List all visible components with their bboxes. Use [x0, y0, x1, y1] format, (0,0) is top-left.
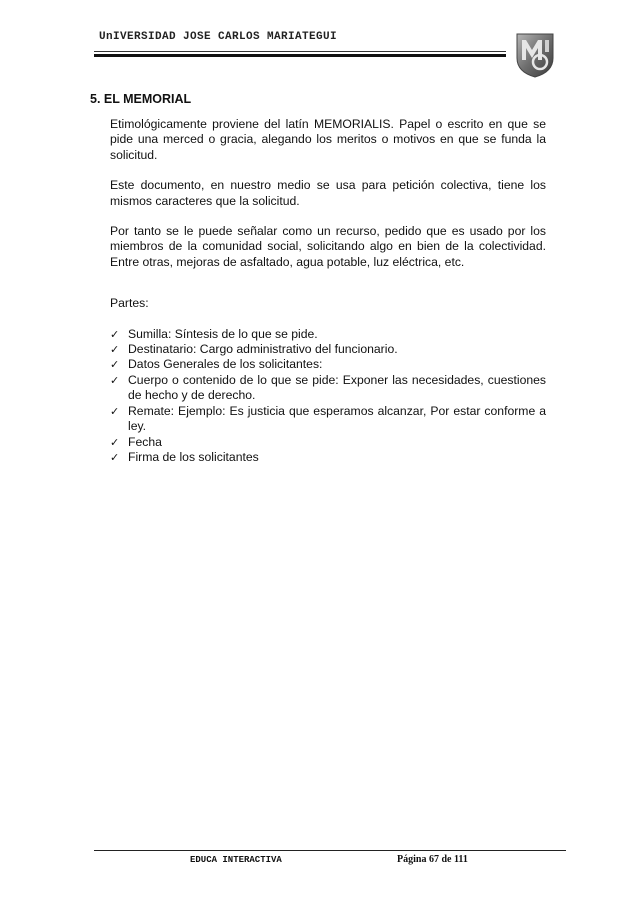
list-item — [110, 357, 546, 372]
paragraph-purpose: Por tanto se le puede señalar como un recurso, pedido que es usado por los miembros de la comunidad social, solicitando algo en bien de la colectividad. Entre otras, mejoras de asfaltado, agua potable, luz eléctrica, etc. — [110, 224, 546, 269]
header-rule-thin — [94, 51, 506, 52]
page-number: Página 67 de 111 — [397, 854, 468, 865]
list-item-text: Cuerpo o contenido de lo que se pide: Exponer las necesidades, cuestiones de hecho y de derecho. — [128, 372, 546, 403]
footer-rule — [94, 850, 566, 851]
checkmark-icon: ✓ — [110, 358, 120, 372]
checkmark-icon: ✓ — [110, 404, 120, 418]
list-item — [110, 435, 546, 450]
list-item — [110, 342, 546, 357]
list-item-text: Remate: Ejemplo: Es justicia que esperamos alcanzar, Por estar conforme a ley. — [128, 403, 546, 434]
section-heading: 5. EL MEMORIAL — [90, 92, 192, 106]
list-item — [110, 327, 546, 342]
footer-label: EDUCA INTERACTIVA — [190, 855, 282, 865]
checkmark-icon: ✓ — [110, 343, 120, 357]
list-item-text: Datos Generales de los solicitantes: — [128, 357, 323, 372]
checkmark-icon: ✓ — [110, 435, 120, 449]
section-content — [110, 117, 546, 465]
paragraph-usage: Este documento, en nuestro medio se usa para petición colectiva, tiene los mismos caracteres que la solicitud. — [110, 178, 546, 208]
checkmark-icon: ✓ — [110, 327, 120, 341]
checkmark-icon: ✓ — [110, 450, 120, 464]
list-item — [110, 373, 546, 404]
parts-label: Partes: — [110, 296, 149, 311]
list-item-text: Firma de los solicitantes — [128, 449, 259, 464]
list-item — [110, 404, 546, 435]
parts-list — [110, 327, 546, 466]
header-rule-thick — [94, 54, 506, 57]
list-item — [110, 450, 546, 465]
header-title: UnIVERSIDAD JOSE CARLOS MARIATEGUI — [99, 31, 338, 43]
university-crest-icon — [512, 28, 558, 78]
list-item-text: Fecha — [128, 434, 162, 449]
list-item-text: Destinatario: Cargo administrativo del funcionario. — [128, 342, 398, 357]
paragraph-etymology: Etimológicamente proviene del latín MEMORIALIS. Papel o escrito en que se pide una merced o gracia, alegando los meritos o motivos en que se funda la solicitud. — [110, 117, 546, 162]
list-item-text: Sumilla: Síntesis de lo que se pide. — [128, 326, 318, 341]
checkmark-icon: ✓ — [110, 373, 120, 387]
